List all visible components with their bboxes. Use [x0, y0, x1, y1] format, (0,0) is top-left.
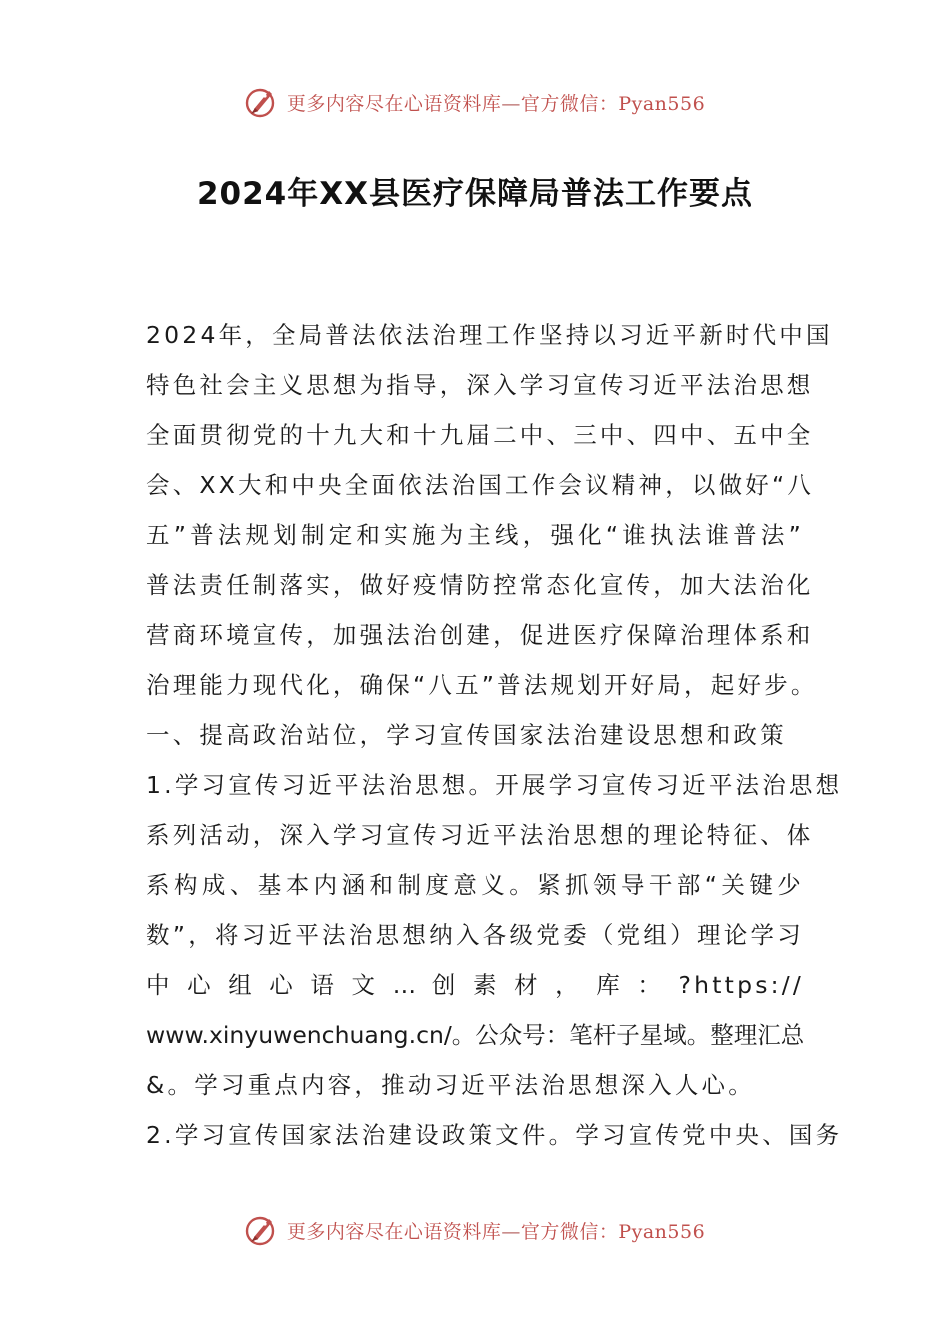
text-line: 营商环境宣传，加强法治创建，促进医疗保障治理体系和 [146, 621, 814, 649]
footer-watermark-text: 更多内容尽在心语资料库—官方微信：Pyan556 [286, 1220, 706, 1243]
text-line: 会、XX大和中央全面依法治国工作会议精神，以做好“八 [146, 471, 815, 499]
quill-logo-icon [245, 1213, 279, 1247]
text-line: 普法责任制落实，做好疫情防控常态化宣传，加大法治化 [146, 571, 814, 599]
text-line: &。学习重点内容，推动习近平法治思想深入人心。 [146, 1071, 755, 1099]
text-line: 五”普法规划制定和实施为主线，强化“谁执法谁普法” [146, 521, 804, 549]
text-line: 一、提高政治站位，学习宣传国家法治建设思想和政策 [146, 721, 787, 749]
text-line: 中 心 组 心 语 文 … 创 素 材 ， 库 ： ?https:// [146, 971, 804, 999]
text-line: 系列活动，深入学习宣传习近平法治思想的理论特征、体 [146, 821, 814, 849]
text-line: 系构成、基本内涵和制度意义。紧抓领导干部“关键少 [146, 871, 804, 899]
footer-watermark-banner [0, 1210, 950, 1250]
header-watermark-text: 更多内容尽在心语资料库—官方微信：Pyan556 [286, 92, 706, 115]
text-line: 2024年，全局普法依法治理工作坚持以习近平新时代中国 [146, 321, 833, 349]
text-line: 2.学习宣传国家法治建设政策文件。学习宣传党中央、国务 [146, 1121, 843, 1149]
text-line: 数”，将习近平法治思想纳入各级党委（党组）理论学习 [146, 921, 804, 949]
header-watermark-banner [0, 82, 950, 122]
text-line: 1.学习宣传习近平法治思想。开展学习宣传习近平法治思想 [146, 771, 843, 799]
text-line: www.xinyuwenchuang.cn/。公众号：笔杆子星域。整理汇总 [146, 1021, 805, 1049]
text-line: 特色社会主义思想为指导，深入学习宣传习近平法治思想 [146, 371, 814, 399]
document-body [146, 310, 843, 1160]
document-title: 2024年XX县医疗保障局普法工作要点 [196, 176, 754, 212]
quill-logo-icon [245, 85, 279, 119]
text-line: 治理能力现代化，确保“八五”普法规划开好局，起好步。 [146, 671, 818, 699]
text-line: 全面贯彻党的十九大和十九届二中、三中、四中、五中全 [146, 421, 814, 449]
